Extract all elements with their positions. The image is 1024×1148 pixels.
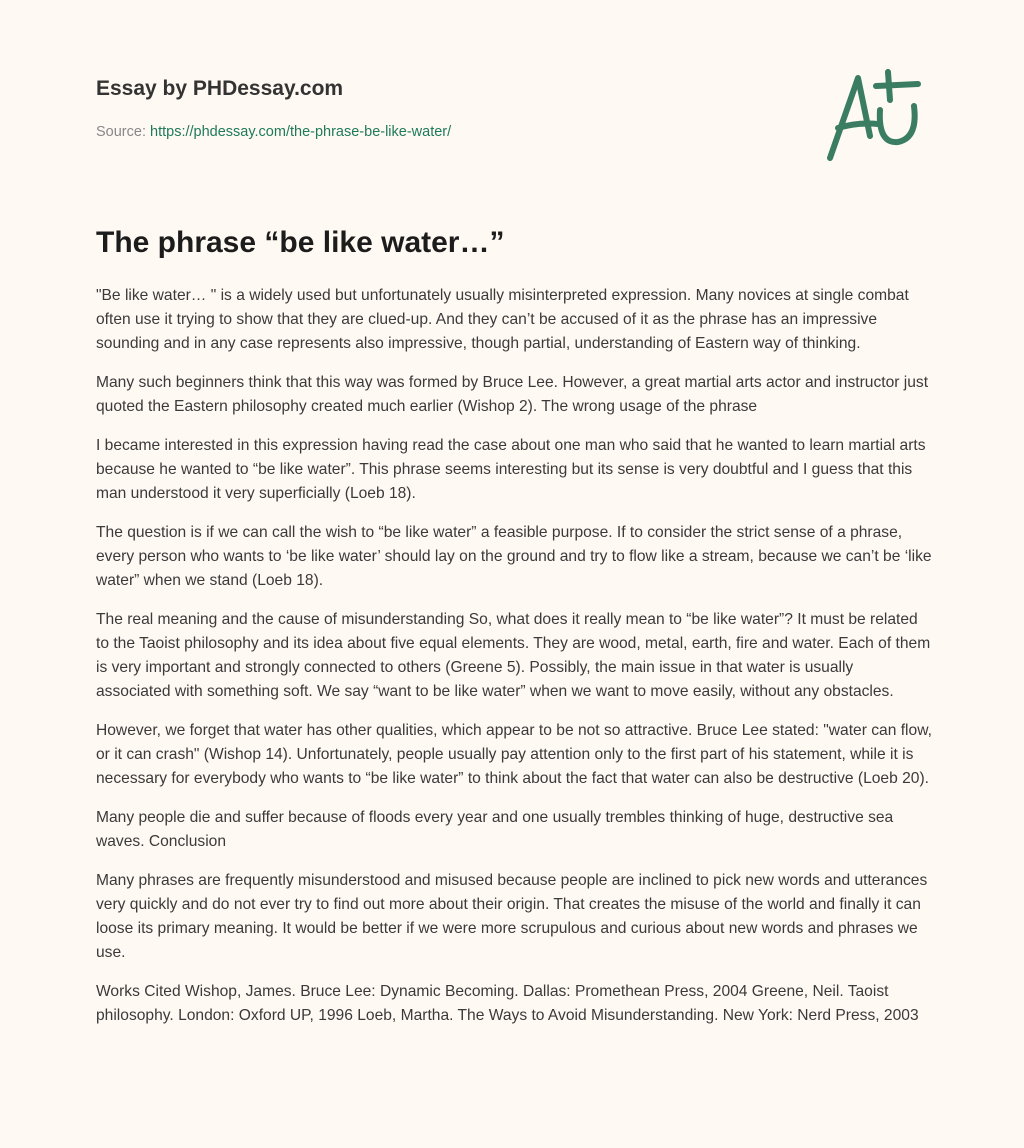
paragraph: Many such beginners think that this way was formed by Bruce Lee. However, a great martial arts actor and instructor just quoted the Eastern philosophy created much earlier (Wishop 2). The wrong usage of the phrase [96,374,929,415]
essay-title: The phrase “be like water…” [96,226,505,259]
essay-body [96,284,932,1043]
site-brand: Essay by PHDessay.com [96,77,344,100]
source-label: Source: [96,124,146,140]
paragraph: Many people die and suffer because of floods every year and one usually trembles thinking of huge, destructive sea waves. Conclusion [96,809,894,850]
source-line [96,124,451,140]
paragraph: However, we forget that water has other qualities, which appear to be not so attractive. Bruce Lee stated: "water can flow, or it can crash" (Wishop 14). Unfortunately, people usually pay attention only to the first part of his statement, while it is necessary for everybody who wants to “be like water” to think about the fact that water can also be destructive (Loeb 20). [96,722,932,787]
a-plus-logo-icon [818,66,928,166]
paragraph: "Be like water… " is a widely used but unfortunately usually misinterpreted expression. Many novices at single combat often use it trying to show that they are clued-up. And they can’t be accused of it as the phrase has an impressive sounding and in any case represents also impressive, though partial, understanding of Eastern way of thinking. [96,287,909,352]
paragraph: I became interested in this expression having read the case about one man who said that he wanted to learn martial arts because he wanted to “be like water”. This phrase seems interesting but its sense is very doubtful and I guess that this man understood it very superficially (Loeb 18). [96,437,926,502]
source-link[interactable]: https://phdessay.com/the-phrase-be-like-water/ [150,124,452,140]
paragraph: The real meaning and the cause of misunderstanding So, what does it really mean to “be like water”? It must be related to the Taoist philosophy and its idea about five equal elements. They are wood, metal, earth, fire and water. Each of them is very important and strongly connected to others (Greene 5). Possibly, the main issue in that water is usually associated with something soft. We say “want to be like water” when we want to move easily, without any obstacles. [96,611,931,700]
paragraph: The question is if we can call the wish to “be like water” a feasible purpose. If to consider the strict sense of a phrase, every person who wants to ‘be like water’ should lay on the ground and try to flow like a stream, because we can’t be ‘like water” when we stand (Loeb 18). [96,524,932,589]
paragraph: Many phrases are frequently misunderstood and misused because people are inclined to pick new words and utterances very quickly and do not ever try to find out more about their origin. That creates the misuse of the world and finally it can loose its primary meaning. It would be better if we were more scrupulous and curious about new words and phrases we use. [96,872,928,961]
works-cited: Works Cited Wishop, James. Bruce Lee: Dynamic Becoming. Dallas: Promethean Press, 2004 Greene, Neil. Taoist philosophy. London: Oxford UP, 1996 Loeb, Martha. The Ways to Avoid Misunderstanding. New York: Nerd Press, 2003 [96,983,919,1024]
